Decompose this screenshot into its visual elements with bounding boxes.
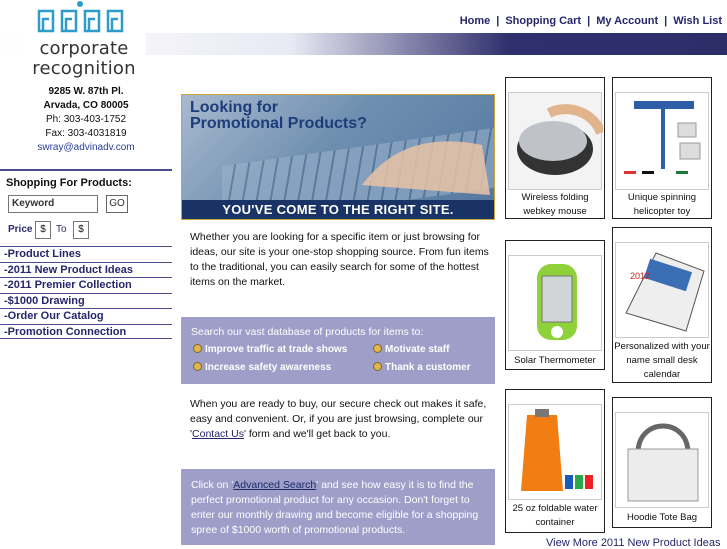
product-image-thermometer bbox=[508, 255, 602, 351]
go-button[interactable]: GO bbox=[106, 195, 128, 213]
product-card-water-container[interactable] bbox=[505, 389, 605, 533]
product-caption: Unique spinning helicopter toy bbox=[627, 192, 697, 217]
thermometer-icon bbox=[509, 256, 603, 350]
bullet-thank: Thank a customer bbox=[373, 362, 471, 373]
logo-mark-icon bbox=[22, 0, 146, 40]
advanced-search-text: Click on 'Advanced Search' and see how easy it is to find the perfect promotional product for any occasion. Don't forget to enter our monthly drawing and become eligible for a shopping spree of $1000 worth of promotional products. bbox=[191, 479, 479, 536]
view-more-link[interactable]: View More 2011 New Product Ideas bbox=[546, 537, 721, 549]
nav-my-account[interactable]: My Account bbox=[596, 15, 659, 27]
side-menu bbox=[0, 246, 172, 339]
product-card-thermometer[interactable] bbox=[505, 240, 605, 370]
address-fax: Fax: 303-4031819 bbox=[45, 128, 127, 139]
nav-sep: | bbox=[664, 15, 668, 27]
bullet-safety: Increase safety awareness bbox=[193, 362, 331, 373]
calendar-icon bbox=[616, 243, 710, 337]
bullet-icon bbox=[373, 344, 382, 353]
bullet-trade-shows: Improve traffic at trade shows bbox=[193, 344, 347, 355]
top-nav bbox=[460, 15, 722, 27]
advanced-search-link[interactable]: Advanced Search bbox=[233, 479, 317, 491]
nav-shopping-cart[interactable]: Shopping Cart bbox=[505, 15, 582, 27]
tote-bag-icon bbox=[616, 413, 710, 507]
product-image-calendar bbox=[615, 242, 709, 338]
bullet-motivate: Motivate staff bbox=[373, 344, 449, 355]
menu-item-order-catalog[interactable]: -Order Our Catalog bbox=[0, 308, 172, 324]
product-image-helicopter bbox=[615, 92, 709, 190]
water-container-icon bbox=[509, 405, 603, 499]
menu-item-new-product-ideas[interactable]: -2011 New Product Ideas bbox=[0, 262, 172, 278]
product-caption: Hoodie Tote Bag bbox=[626, 512, 698, 523]
buy-text: When you are ready to buy, our secure check out makes it safe, easy and convenient. Or, if you are just browsing, complete our 'Contact Us' form and we'll get back to you. bbox=[190, 398, 487, 440]
product-image-tote-bag bbox=[615, 412, 709, 508]
address-email[interactable]: swray@advinadv.com bbox=[37, 142, 135, 153]
search-promo-box bbox=[181, 317, 495, 384]
product-caption: 25 oz foldable water container bbox=[512, 503, 598, 528]
nav-home[interactable]: Home bbox=[459, 15, 491, 27]
brand-line2: recognition bbox=[32, 58, 136, 79]
menu-item-product-lines[interactable]: -Product Lines bbox=[0, 246, 172, 262]
product-card-tote-bag[interactable] bbox=[612, 397, 712, 528]
menu-item-premier-collection[interactable]: -2011 Premier Collection bbox=[0, 277, 172, 293]
brand-line1: corporate bbox=[39, 38, 129, 59]
bullet-icon bbox=[193, 362, 202, 371]
banner-tagline: YOU'VE COME TO THE RIGHT SITE. bbox=[182, 200, 494, 219]
search-promo-title: Search our vast database of products for items to: bbox=[191, 326, 424, 338]
contact-us-link[interactable]: Contact Us bbox=[192, 428, 244, 440]
shopping-heading: Shopping For Products: bbox=[0, 169, 172, 189]
svg-text:2012: 2012 bbox=[630, 271, 651, 281]
helicopter-toy-icon bbox=[616, 93, 710, 189]
banner-line2: Promotional Products? bbox=[190, 115, 367, 132]
advanced-search-box bbox=[181, 469, 495, 545]
price-to-label: To bbox=[56, 224, 67, 235]
banner-line1: Looking for bbox=[190, 99, 278, 116]
price-label: Price bbox=[8, 224, 33, 235]
product-card-mouse[interactable] bbox=[505, 77, 605, 219]
product-caption: Solar Thermometer bbox=[514, 355, 596, 366]
product-image-mouse bbox=[508, 92, 602, 190]
product-caption: Wireless folding webkey mouse bbox=[521, 192, 589, 217]
product-card-calendar[interactable] bbox=[612, 227, 712, 383]
nav-sep: | bbox=[587, 15, 591, 27]
price-min-input[interactable]: $ bbox=[35, 221, 51, 239]
bullet-icon bbox=[373, 362, 382, 371]
address-city: Arvada, CO 80005 bbox=[43, 100, 129, 111]
nav-wish-list[interactable]: Wish List bbox=[673, 15, 722, 27]
product-caption: Personalized with your name small desk calendar bbox=[614, 341, 710, 380]
keyword-input[interactable]: Keyword bbox=[8, 195, 98, 213]
menu-item-promotion-connection[interactable]: -Promotion Connection bbox=[0, 324, 172, 340]
hero-banner bbox=[181, 94, 495, 220]
nav-sep: | bbox=[496, 15, 500, 27]
mouse-icon bbox=[509, 93, 603, 189]
price-max-input[interactable]: $ bbox=[73, 221, 89, 239]
product-image-water-container bbox=[508, 404, 602, 500]
intro-text: Whether you are looking for a specific item or just browsing for ideas, our site is your one-stop shopping source. From fun items to the traditional, you can easily search for some of the hottest items on the market. bbox=[190, 231, 489, 288]
address-street: 9285 W. 87th Pl. bbox=[48, 86, 124, 97]
product-card-helicopter[interactable] bbox=[612, 77, 712, 219]
hand-icon bbox=[352, 125, 492, 195]
menu-item-drawing[interactable]: -$1000 Drawing bbox=[0, 293, 172, 309]
bullet-icon bbox=[193, 344, 202, 353]
address-phone: Ph: 303-403-1752 bbox=[45, 114, 127, 125]
